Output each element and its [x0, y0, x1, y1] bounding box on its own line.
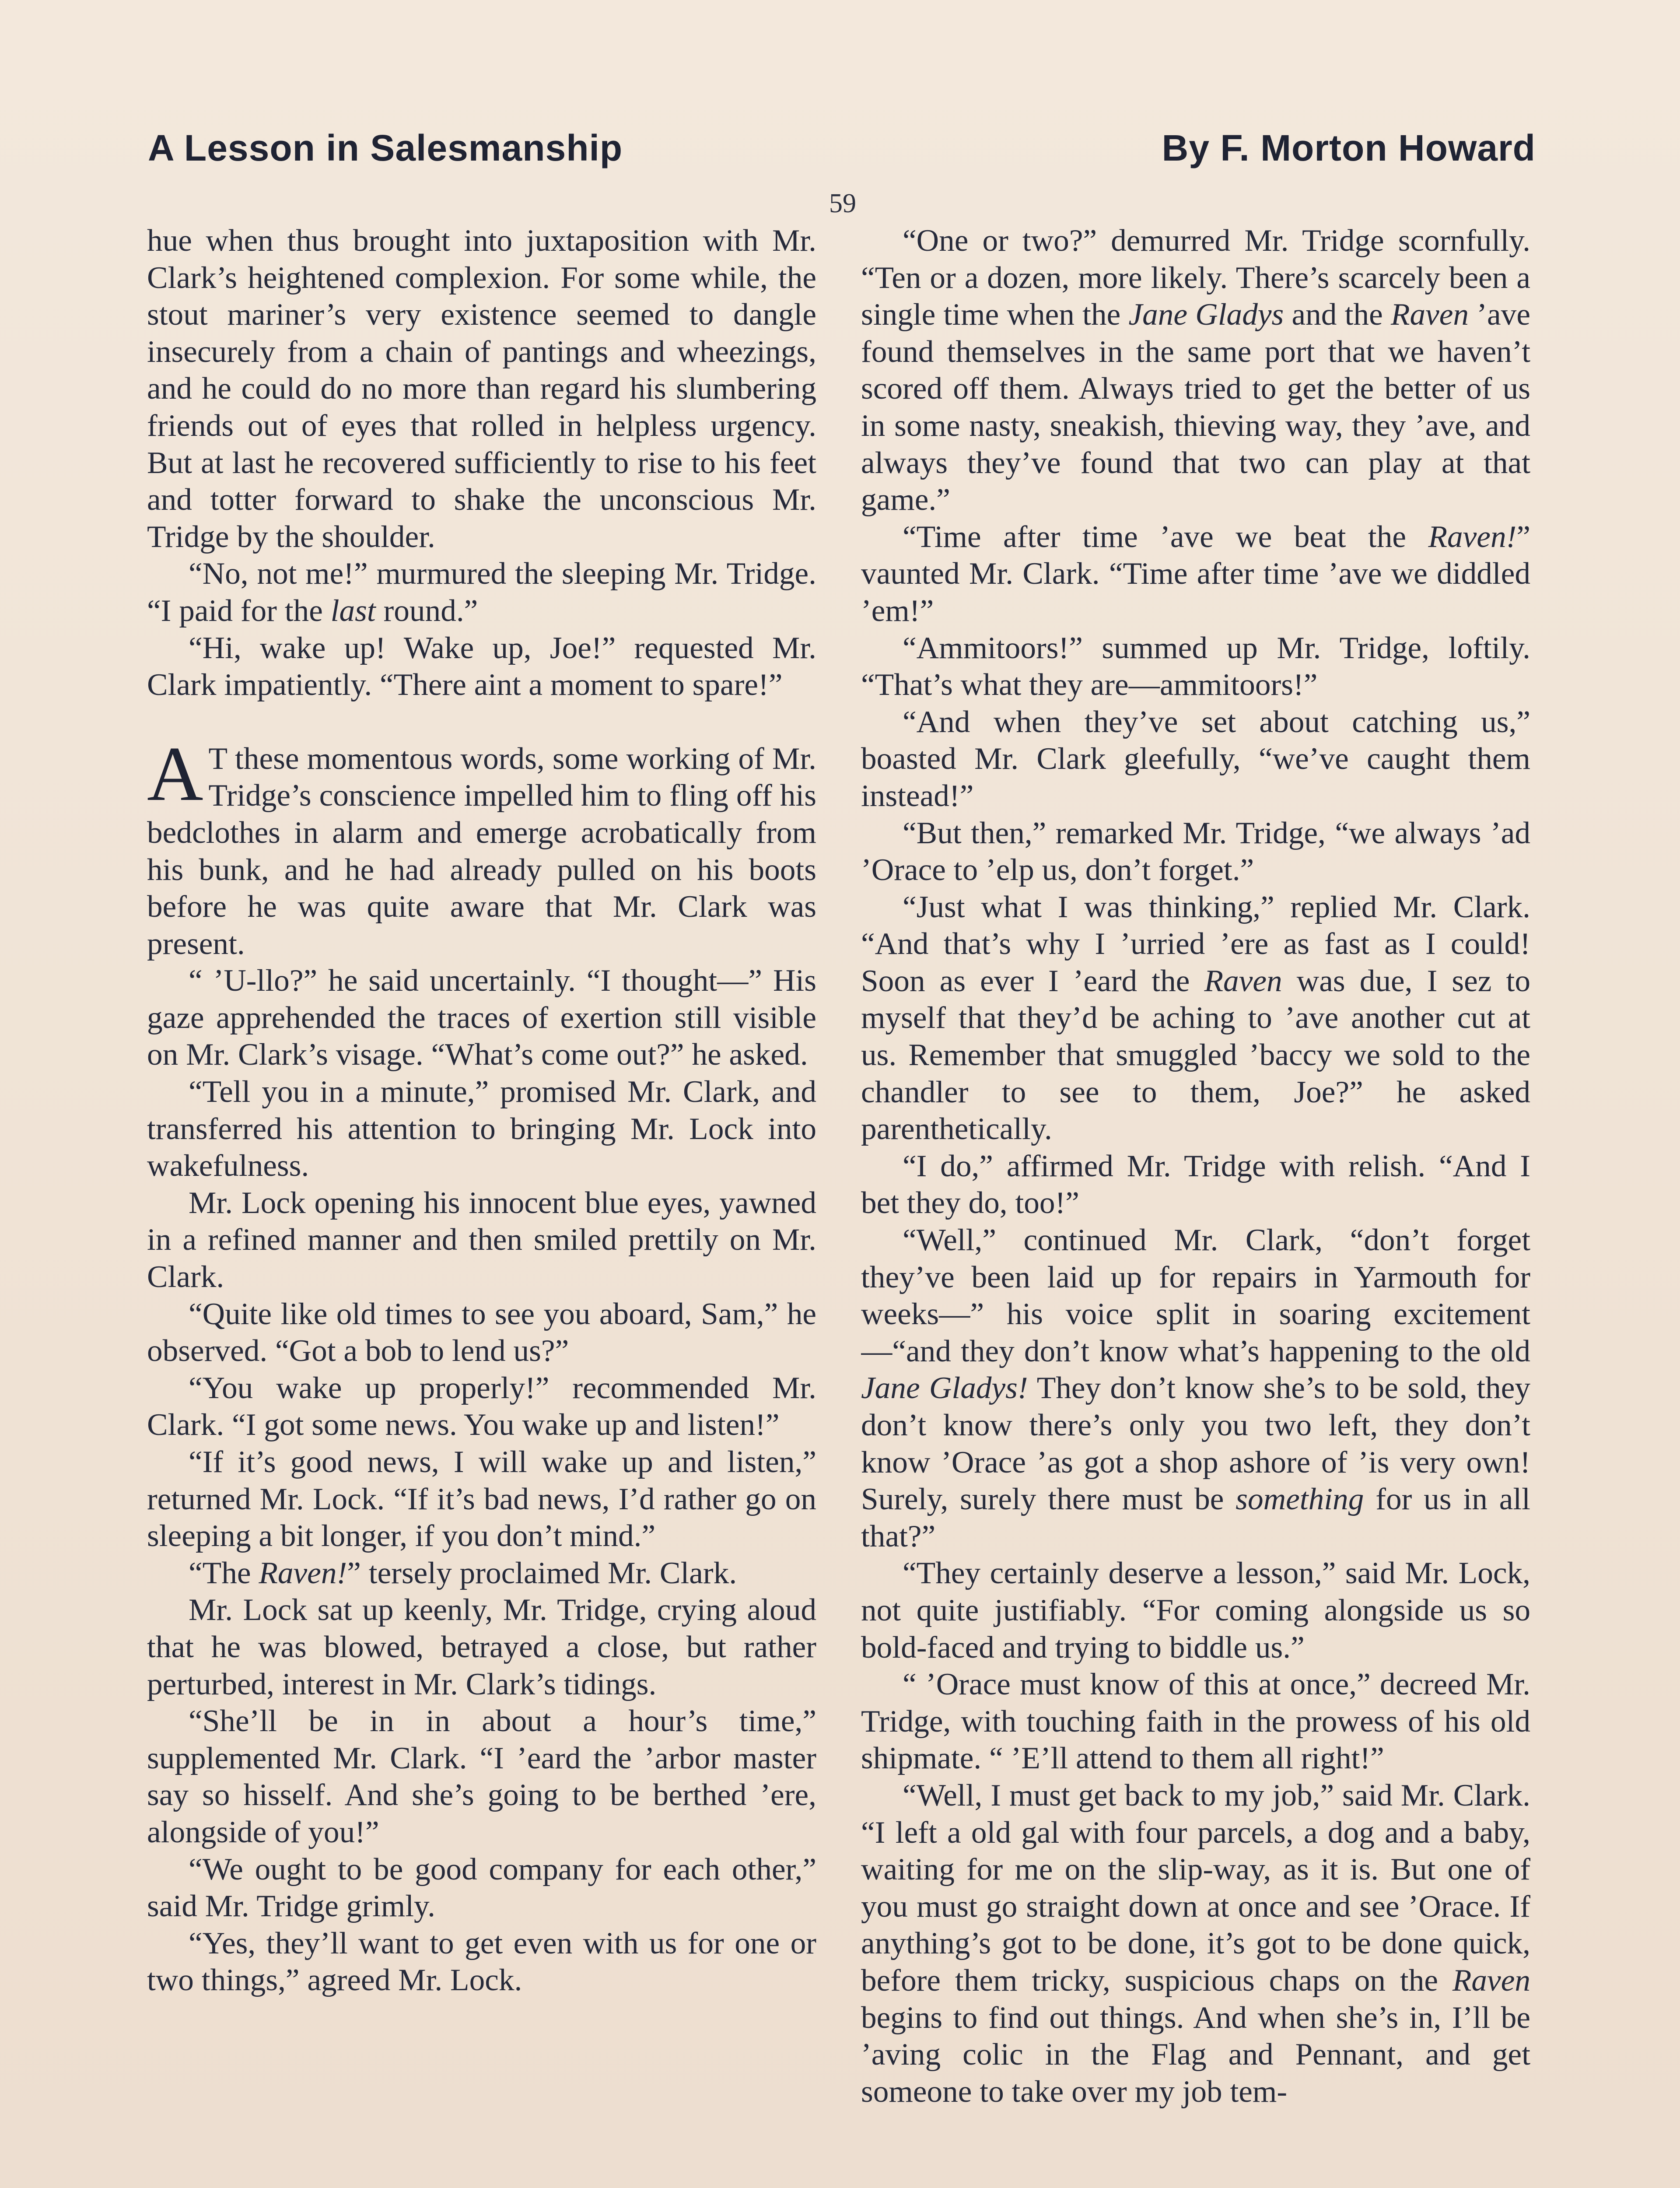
- italic-text-run: Raven: [1204, 963, 1282, 998]
- paragraph: “You wake up properly!” recommended Mr. Clark. “I got some news. You wake up and listen!”: [147, 1370, 816, 1442]
- text-run: “The: [189, 1555, 259, 1590]
- paragraph: “If it’s good news, I will wake up and listen,” returned Mr. Lock. “If it’s bad news, I’d rather go on sleeping a bit longer, if you don’t mind.”: [147, 1445, 816, 1553]
- italic-text-run: Raven: [1452, 1963, 1530, 1998]
- italic-text-run: Raven!: [1428, 519, 1517, 554]
- italic-text-run: last: [330, 593, 376, 628]
- text-run: and the: [1284, 297, 1391, 332]
- paragraph: [861, 519, 1530, 630]
- paragraph: hue when thus brought into juxtaposition with Mr. Clark’s heightened complexion. For some while, the stout mariner’s very existence seemed to dangle insecurely from a chain of pantings and wheezings, and he could do no more than regard his slumbering friends out of eyes that rolled in helpless urgency. But at last he recovered sufficiently to rise to his feet and totter forward to shake the unconscious Mr. Tridge by the shoulder.: [147, 223, 816, 554]
- paragraph: “Hi, wake up! Wake up, Joe!” requested Mr. Clark impatiently. “There aint a moment to spare!”: [147, 630, 816, 702]
- section-opening-paragraph: [147, 730, 816, 963]
- paragraph: “Tell you in a minute,” promised Mr. Clark, and transferred his attention to bringing Mr. Lock into wakefulness.: [147, 1074, 816, 1183]
- text-run: round.”: [375, 593, 478, 628]
- paragraph: “ ’U-llo?” he said uncertainly. “I thought—” His gaze apprehended the traces of exertion still visible on Mr. Clark’s visage. “What’s come out?” he asked.: [147, 963, 816, 1072]
- italic-text-run: Jane Gladys!: [861, 1371, 1028, 1406]
- left-column: [147, 222, 816, 2188]
- paragraph: [147, 1555, 816, 1592]
- text-run: “One or two?” demurred Mr. Tridge scornfully. “Ten or a dozen, more likely. There’s scarcely been a single time when the: [861, 223, 1530, 332]
- paragraph: “But then,” remarked Mr. Tridge, “we always ’ad ’Orace to ’elp us, don’t forget.”: [861, 815, 1530, 887]
- paragraph: “ ’Orace must know of this at once,” decreed Mr. Tridge, with touching faith in the prowess of his old shipmate. “ ’E’ll attend to them all right!”: [861, 1667, 1530, 1776]
- author-byline: By F. Morton Howard: [1162, 127, 1536, 168]
- paragraph: “She’ll be in in about a hour’s time,” supplemented Mr. Clark. “I ’eard the ’arbor master say so hisself. And she’s going to be berthed ’ere, alongside of you!”: [147, 1704, 816, 1849]
- paragraph: “Quite like old times to see you aboard, Sam,” he observed. “Got a bob to lend us?”: [147, 1296, 816, 1368]
- paragraph: “Ammitoors!” summed up Mr. Tridge, loftily. “That’s what they are—ammitoors!”: [861, 630, 1530, 702]
- paragraph: “Yes, they’ll want to get even with us for one or two things,” agreed Mr. Lock.: [147, 1925, 816, 1998]
- italic-text-run: Jane Gladys: [1128, 297, 1284, 332]
- page-number: 59: [829, 189, 856, 218]
- italic-text-run: Raven!: [259, 1555, 347, 1590]
- text-run: for us in all that?”: [861, 1482, 1530, 1553]
- drop-cap: A: [147, 730, 203, 817]
- text-run: “Well,” continued Mr. Clark, “don’t forget they’ve been laid up for repairs in Yarmouth for weeks—” his voice split in soaring excitement—“and they don’t know what’s happening to the old: [861, 1223, 1530, 1368]
- paragraph: “I do,” affirmed Mr. Tridge with relish. “And I bet they do, too!”: [861, 1148, 1530, 1220]
- text-run: They don’t know she’s to be sold, they don’t know there’s only you two left, they don’t know ’Orace ’as got a shop ashore of ’is very own! Surely, surely there must be: [861, 1371, 1530, 1517]
- text-run: was due, I sez to myself that they’d be aching to ’ave another cut at us. Remember that smuggled ’baccy we sold to the chandler to see to them, Joe?” he asked parenthetically.: [861, 963, 1530, 1147]
- text-run: “Well, I must get back to my job,” said Mr. Clark. “I left a old gal with four parcels, a dog and a baby, waiting for me on the slip-way, as it is. But one of you must go straight down at once and see ’Orace. If anything’s got to be done, it’s got to be done quick, before them tricky, suspicious chaps on the: [861, 1778, 1530, 1998]
- paragraph: Mr. Lock sat up keenly, Mr. Tridge, crying aloud that he was blowed, betrayed a close, but rather perturbed, interest in Mr. Clark’s tidings.: [147, 1592, 816, 1701]
- paragraph: [861, 889, 1530, 1148]
- text-run: “Just what I was thinking,” replied Mr. Clark. “And that’s why I ’urried ’ere as fast as I could! Soon as ever I ’eard the: [861, 889, 1530, 998]
- paragraph: [861, 222, 1530, 519]
- paragraph: “And when they’ve set about catching us,” boasted Mr. Clark gleefully, “we’ve caught them instead!”: [861, 704, 1530, 813]
- paragraph: [861, 1222, 1530, 1555]
- text-run: “Time after time ’ave we beat the: [903, 519, 1428, 554]
- text-run: ” tersely proclaimed Mr. Clark.: [347, 1555, 737, 1590]
- paragraph: “We ought to be good company for each other,” said Mr. Tridge grimly.: [147, 1851, 816, 1924]
- paragraph-text: T these momentous words, some working of Mr. Tridge’s conscience impelled him to fling off his bedclothes in alarm and emerge acrobatically from his bunk, and he had already pulled on his boots before he was quite aware that Mr. Clark was present.: [147, 741, 816, 961]
- italic-text-run: something: [1236, 1482, 1364, 1517]
- paragraph: Mr. Lock opening his innocent blue eyes, yawned in a refined manner and then smiled prettily on Mr. Clark.: [147, 1185, 816, 1294]
- italic-text-run: Raven: [1390, 297, 1469, 332]
- paragraph: [147, 555, 816, 629]
- text-run: ” vaunted Mr. Clark. “Time after time ’ave we diddled ’em!”: [861, 519, 1530, 628]
- text-run: ’ave found themselves in the same port that we haven’t scored off them. Always tried to get the better of us in some nasty, sneakish, thieving way, they ’ave, and always they’ve found that two can play at that game.”: [861, 297, 1530, 517]
- right-column: [861, 222, 1530, 2188]
- text-run: “No, not me!” murmured the sleeping Mr. Tridge. “I paid for the: [147, 556, 816, 628]
- text-run: begins to find out things. And when she’s in, I’ll be ’aving colic in the Flag and Pennant, and get someone to take over my job tem-: [861, 2000, 1530, 2109]
- paragraph: [861, 1777, 1530, 2110]
- paragraph: “They certainly deserve a lesson,” said Mr. Lock, not quite justifiably. “For coming alongside us so bold-faced and trying to biddle us.”: [861, 1556, 1530, 1665]
- story-title: A Lesson in Salesmanship: [148, 127, 623, 168]
